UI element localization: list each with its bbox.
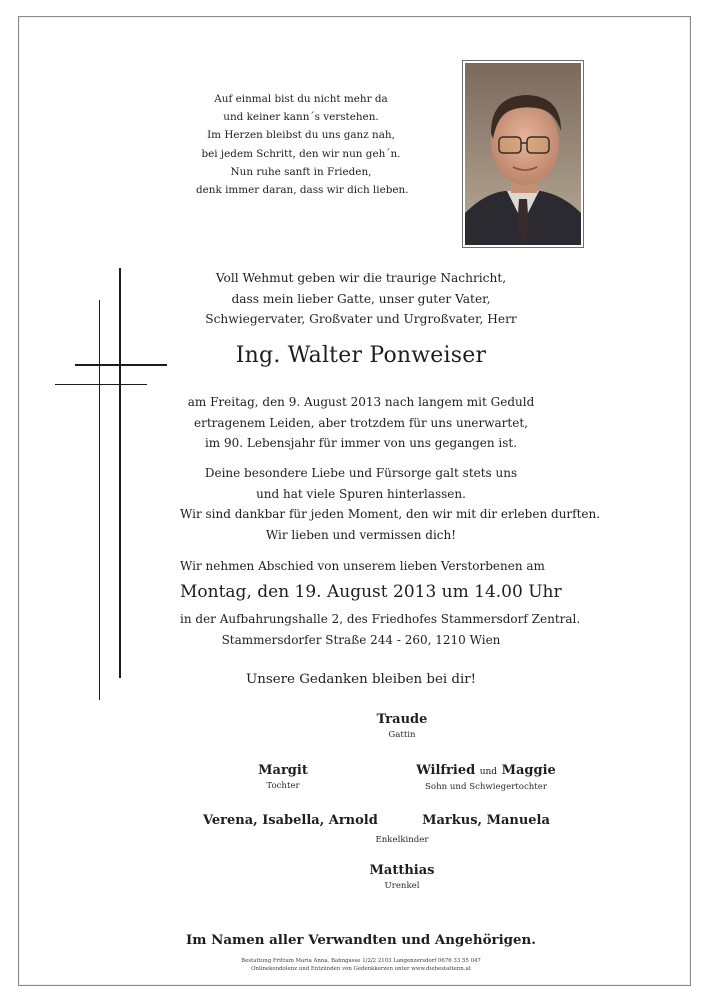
mourner-margit bbox=[213, 762, 353, 792]
intro-line: Schwiegervater, Großvater und Urgroßvater, Herr bbox=[205, 312, 517, 327]
grandchildren-right: Markus, Manuela bbox=[422, 813, 550, 828]
intro-line: dass mein lieber Gatte, unser guter Vater, bbox=[231, 291, 491, 306]
intro-line: Voll Wehmut geben wir die traurige Nachricht, bbox=[215, 271, 507, 285]
location-line: Stammersdorfer Straße 244 - 260, 1210 Wien bbox=[221, 632, 501, 647]
farewell-intro-text: Wir nehmen Abschied von unserem lieben Verstorbenen am bbox=[180, 559, 545, 573]
tribute-line: Wir lieben und vermissen dich! bbox=[265, 527, 457, 542]
poem-line: Auf einmal bist du nicht mehr da bbox=[214, 93, 388, 105]
mourner-name: Matthias bbox=[369, 863, 435, 878]
tribute-line: und hat viele Spuren hinterlassen. bbox=[256, 486, 466, 501]
death-notice bbox=[180, 392, 542, 454]
poem-line: und keiner kann´s verstehen. bbox=[223, 111, 379, 124]
deceased-name: Ing. Walter Ponweiser bbox=[235, 343, 487, 368]
farewell-intro bbox=[180, 556, 545, 577]
mourner-wilfried-maggie bbox=[400, 762, 572, 793]
funeral-location bbox=[180, 609, 581, 650]
poem-line: Nun ruhe sanft in Frieden, bbox=[230, 165, 372, 178]
mourner-name-line bbox=[400, 762, 572, 781]
footer-line: Bestattung Frittum Maria Anna, Bahngasse 1/2/2 2103 Langenzersdorf 0676 33 55 047 bbox=[241, 958, 481, 964]
mourner-matthias bbox=[331, 862, 473, 892]
portrait-photo bbox=[462, 60, 584, 248]
tribute-line: Deine besondere Liebe und Fürsorge galt stets uns bbox=[204, 466, 518, 480]
poem-line: Im Herzen bleibst du uns ganz nah, bbox=[207, 129, 395, 142]
tribute bbox=[180, 463, 601, 545]
mourner-relation: Tochter bbox=[266, 781, 300, 791]
location-line: in der Aufbahrungshalle 2, des Friedhofes Stammersdorf Zentral. bbox=[180, 612, 581, 626]
poem-line: bei jedem Schritt, den wir nun geh´n. bbox=[201, 147, 401, 160]
funeral-date: Montag, den 19. August 2013 um 14.00 Uhr bbox=[180, 582, 562, 602]
mourner-traude bbox=[331, 711, 473, 741]
grandchildren-relation: Enkelkinder bbox=[375, 835, 429, 845]
announcement-intro bbox=[200, 268, 522, 330]
grandchildren-left: Verena, Isabella, Arnold bbox=[203, 813, 378, 828]
mourner-name: Wilfried bbox=[416, 763, 476, 778]
mourner-name: Margit bbox=[258, 763, 308, 778]
death-notice-line: im 90. Lebensjahr für immer von uns gegangen ist. bbox=[204, 436, 518, 451]
poem bbox=[196, 90, 409, 199]
mourner-connector: und bbox=[479, 767, 498, 777]
footer bbox=[200, 957, 522, 973]
footer-line: Onlinekondolenz und Entzünden von Gedenkkerzen unter www.diebestattenn.at bbox=[251, 966, 471, 972]
mourner-relation: Sohn und Schwiegertochter bbox=[425, 782, 547, 792]
mourner-relation: Gattin bbox=[388, 730, 416, 740]
closing-line: Unsere Gedanken bleiben bei dir! bbox=[245, 672, 477, 687]
poem-line: denk immer daran, dass wir dich lieben. bbox=[196, 184, 409, 197]
death-notice-line: ertragenem Leiden, aber trotzdem für uns unerwartet, bbox=[194, 415, 528, 430]
final-line: Im Namen aller Verwandten und Angehörigen. bbox=[186, 932, 536, 948]
portrait-image bbox=[465, 63, 581, 245]
mourner-name: Traude bbox=[376, 712, 428, 727]
death-notice-line: am Freitag, den 9. August 2013 nach langem mit Geduld bbox=[187, 395, 535, 409]
mourner-relation: Urenkel bbox=[384, 881, 420, 891]
tribute-line: Wir sind dankbar für jeden Moment, den wir mit dir erleben durften. bbox=[180, 507, 601, 522]
mourner-name: Maggie bbox=[501, 763, 556, 778]
